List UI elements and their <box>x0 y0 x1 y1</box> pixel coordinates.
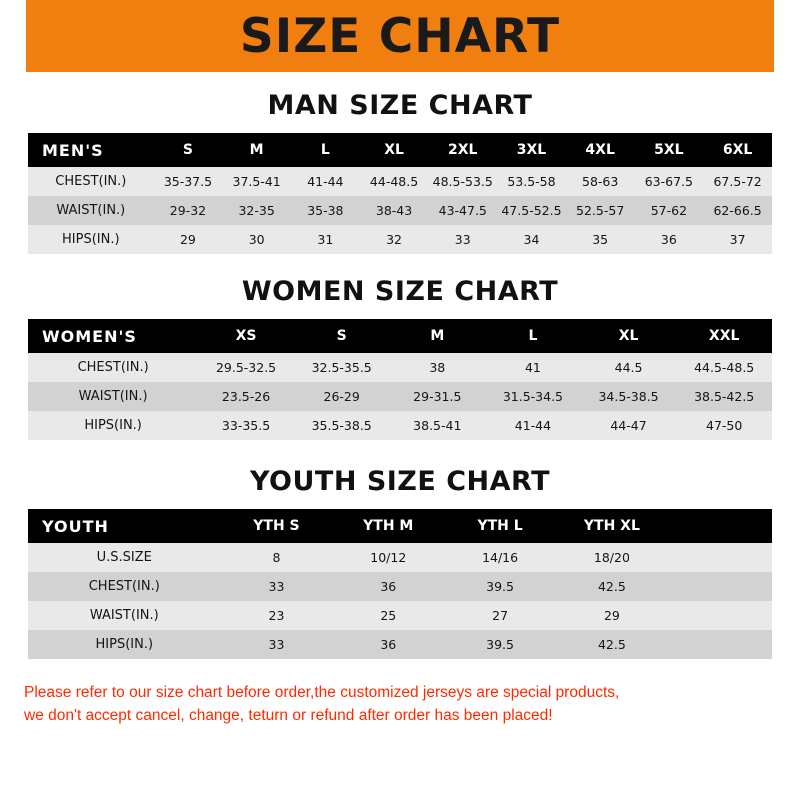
women-row-0-cell-3: 41 <box>524 360 541 375</box>
women-row-0-cell-4: 44.5 <box>614 360 643 375</box>
youth-row-3-cell-1: 36 <box>380 637 397 652</box>
table-row <box>28 543 772 572</box>
man-row-2-cell-5: 34 <box>523 232 540 247</box>
youth-row-0-cell-spacer <box>668 543 772 572</box>
women-row-2-cell-0: 33-35.5 <box>221 418 271 433</box>
man-row-0-cell-6: 58-63 <box>582 174 619 189</box>
youth-header-cell-3: YTH L <box>444 509 556 543</box>
youth-header-cell-4: YTH XL <box>556 509 668 543</box>
youth-header-cell-spacer <box>668 509 772 543</box>
man-table-head <box>28 133 772 167</box>
women-size-table <box>28 319 772 440</box>
man-row-1-label: WAIST(IN.) <box>56 203 126 218</box>
youth-table-wrap <box>28 509 772 659</box>
man-header-cell-9: 6XL <box>703 133 772 167</box>
man-header-cell-4: XL <box>360 133 429 167</box>
youth-row-3-cell-2: 39.5 <box>486 637 514 652</box>
header-left-spacer <box>0 0 26 72</box>
man-row-0-cell-1: 37.5-41 <box>232 174 281 189</box>
women-header-cell-6: XXL <box>676 319 772 353</box>
man-row-1-cell-3: 38-43 <box>375 203 413 218</box>
youth-row-2-label: WAIST(IN.) <box>89 608 159 623</box>
women-row-2-cell-1: 35.5-38.5 <box>311 418 372 433</box>
man-row-0-label: CHEST(IN.) <box>55 174 127 189</box>
youth-row-0-cell-2: 14/16 <box>482 550 519 565</box>
man-row-2-cell-4: 33 <box>454 232 471 247</box>
women-row-2-cell-5: 47-50 <box>706 418 743 433</box>
man-row-0-cell-7: 63-67.5 <box>644 174 693 189</box>
youth-row-1-cell-1: 36 <box>380 579 397 594</box>
youth-row-2-cell-2: 27 <box>492 608 509 623</box>
man-row-2-cell-0: 29 <box>179 232 196 247</box>
man-header-cell-5: 2XL <box>428 133 497 167</box>
table-row <box>28 382 772 411</box>
youth-row-3-cell-0: 33 <box>268 637 285 652</box>
youth-row-0-label: U.S.SIZE <box>96 550 152 565</box>
page-title: SIZE CHART <box>239 8 561 64</box>
man-row-2-cell-1: 30 <box>248 232 265 247</box>
youth-row-1-cell-0: 33 <box>268 579 285 594</box>
women-row-0-label: CHEST(IN.) <box>77 360 149 375</box>
youth-header-cell-0: YOUTH <box>28 509 221 543</box>
youth-row-0-cell-3: 18/20 <box>593 550 630 565</box>
youth-header-row <box>28 509 772 543</box>
man-row-1-cell-0: 29-32 <box>169 203 207 218</box>
women-row-1-cell-5: 38.5-42.5 <box>694 389 755 404</box>
man-row-2-cell-7: 36 <box>660 232 677 247</box>
women-row-2-cell-3: 41-44 <box>514 418 552 433</box>
man-row-2-cell-2: 31 <box>317 232 334 247</box>
man-header-cell-7: 4XL <box>566 133 635 167</box>
women-table-wrap <box>28 319 772 440</box>
man-row-1-cell-7: 57-62 <box>650 203 688 218</box>
youth-row-1-cell-3: 42.5 <box>597 579 626 594</box>
man-row-0-cell-2: 41-44 <box>307 174 344 189</box>
man-row-0-cell-8: 67.5-72 <box>713 174 762 189</box>
youth-row-2-cell-1: 25 <box>380 608 397 623</box>
youth-row-2-cell-spacer <box>668 601 772 630</box>
women-table-head <box>28 319 772 353</box>
women-row-1-cell-4: 34.5-38.5 <box>598 389 659 404</box>
man-row-1-cell-1: 32-35 <box>238 203 275 218</box>
youth-size-table <box>28 509 772 659</box>
women-row-2-cell-2: 38.5-41 <box>413 418 462 433</box>
man-row-0-cell-5: 53.5-58 <box>507 174 556 189</box>
man-table-body <box>28 167 772 254</box>
table-row <box>28 167 772 196</box>
youth-table-head <box>28 509 772 543</box>
women-section-title: WOMEN SIZE CHART <box>241 276 559 307</box>
table-row <box>28 572 772 601</box>
man-row-1-cell-8: 62-66.5 <box>713 203 762 218</box>
youth-row-3-label: HIPS(IN.) <box>95 637 154 652</box>
women-row-0-cell-0: 29.5-32.5 <box>215 360 277 375</box>
youth-row-2-cell-0: 23 <box>268 608 285 623</box>
women-header-row <box>28 319 772 353</box>
man-header-row <box>28 133 772 167</box>
youth-row-2-cell-3: 29 <box>603 608 620 623</box>
man-header-cell-0: MEN'S <box>28 133 154 167</box>
man-row-2-cell-8: 37 <box>729 232 746 247</box>
header-band <box>0 0 800 72</box>
table-row <box>28 196 772 225</box>
man-header-cell-3: L <box>291 133 360 167</box>
footer-line-2: we don't accept cancel, change, teturn or refund after order has been placed! <box>24 707 553 725</box>
youth-row-1-label: CHEST(IN.) <box>88 579 160 594</box>
youth-header-cell-1: YTH S <box>221 509 333 543</box>
man-header-cell-2: M <box>222 133 291 167</box>
women-header-cell-2: S <box>294 319 390 353</box>
man-row-2-cell-3: 32 <box>386 232 402 247</box>
man-row-1-cell-5: 47.5-52.5 <box>501 203 562 218</box>
man-row-1-cell-2: 35-38 <box>307 203 344 218</box>
footer-disclaimer <box>24 681 776 728</box>
women-row-1-cell-2: 29-31.5 <box>413 389 462 404</box>
women-row-0-cell-5: 44.5-48.5 <box>694 360 755 375</box>
women-row-1-label: WAIST(IN.) <box>78 389 148 404</box>
man-row-0-cell-3: 44-48.5 <box>369 174 419 189</box>
women-header-cell-1: XS <box>198 319 294 353</box>
man-header-cell-1: S <box>154 133 223 167</box>
youth-row-1-cell-2: 39.5 <box>486 579 514 594</box>
women-row-1-cell-3: 31.5-34.5 <box>502 389 564 404</box>
youth-row-3-cell-3: 42.5 <box>597 637 626 652</box>
women-row-0-cell-1: 32.5-35.5 <box>311 360 372 375</box>
table-row <box>28 225 772 254</box>
women-row-0-cell-2: 38 <box>429 360 446 375</box>
women-header-cell-0: WOMEN'S <box>28 319 198 353</box>
youth-header-cell-2: YTH M <box>332 509 444 543</box>
women-table-body <box>28 353 772 440</box>
women-row-1-cell-0: 23.5-26 <box>221 389 271 404</box>
man-header-cell-6: 3XL <box>497 133 566 167</box>
man-table-wrap <box>28 133 772 254</box>
youth-row-0-cell-1: 10/12 <box>370 550 407 565</box>
man-size-table <box>28 133 772 254</box>
youth-row-0-cell-0: 8 <box>272 550 281 565</box>
table-row <box>28 411 772 440</box>
man-row-2-label: HIPS(IN.) <box>62 232 120 247</box>
women-row-2-cell-4: 44-47 <box>610 418 647 433</box>
women-row-2-label: HIPS(IN.) <box>84 418 142 433</box>
footer-line-1: Please refer to our size chart before order,the customized jerseys are special products, <box>24 684 620 701</box>
youth-table-body <box>28 543 772 659</box>
women-header-cell-4: L <box>485 319 581 353</box>
women-header-cell-5: XL <box>581 319 677 353</box>
man-row-1-cell-4: 43-47.5 <box>438 203 487 218</box>
header-right-spacer <box>774 0 800 72</box>
youth-section-title: YOUTH SIZE CHART <box>249 466 551 497</box>
man-row-0-cell-4: 48.5-53.5 <box>432 174 493 189</box>
man-section-title: MAN SIZE CHART <box>267 90 533 121</box>
table-row <box>28 630 772 659</box>
man-row-0-cell-0: 35-37.5 <box>163 174 213 189</box>
youth-row-3-cell-spacer <box>668 630 772 659</box>
youth-row-1-cell-spacer <box>668 572 772 601</box>
women-header-cell-3: M <box>389 319 485 353</box>
women-row-1-cell-1: 26-29 <box>323 389 360 404</box>
man-row-2-cell-6: 35 <box>592 232 609 247</box>
table-row <box>28 353 772 382</box>
man-row-1-cell-6: 52.5-57 <box>576 203 625 218</box>
table-row <box>28 601 772 630</box>
man-header-cell-8: 5XL <box>635 133 704 167</box>
